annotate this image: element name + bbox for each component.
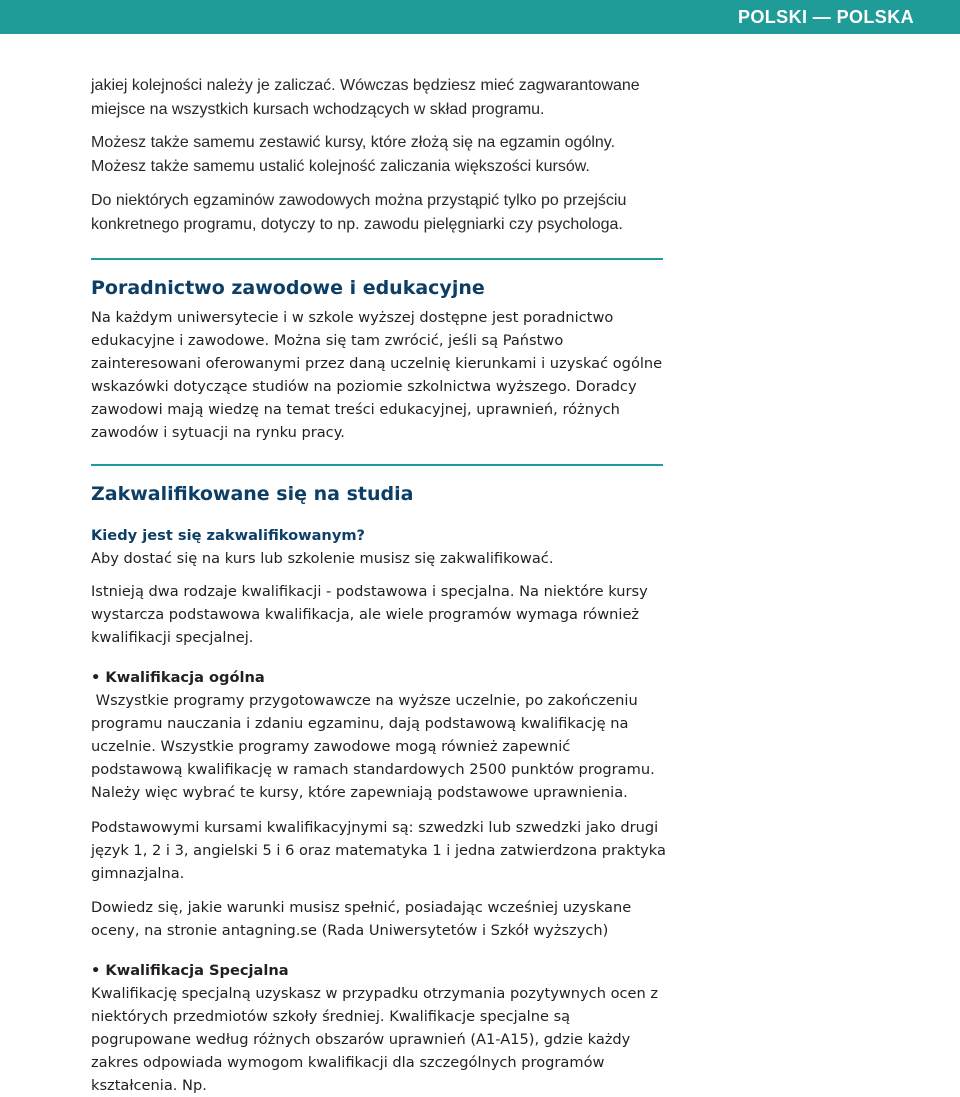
section-divider-1 [91, 258, 663, 260]
general-qualification-heading: • Kwalifikacja ogólna [91, 669, 265, 686]
header-title: POLSKI — POLSKA [737, 7, 914, 27]
basic-courses-paragraph: Podstawowymi kursami kwalifikacyjnymi są: szwedzki lub szwedzki jako drugi język 1, 2 i 3, angielski 5 i 6 oraz matematyka 1 i jedna zatwierdzona praktyka gimnazjalna. [91, 819, 666, 882]
page-content [91, 74, 666, 1097]
qualification-types-paragraph: Istnieją dwa rodzaje kwalifikacji - podstawowa i specjalna. Na niektóre kursy wystarcza podstawowa kwalifikacja, ale wiele programów wymaga również kwalifikacji specjalnej. [91, 583, 648, 646]
intro-paragraph-3: Do niektórych egzaminów zawodowych można przystąpić tylko po przejściu konkretnego programu, dotyczy to np. zawodu pielęgniarki czy psychologa. [91, 192, 627, 233]
qualified-question-heading: Kiedy jest się zakwalifikowanym? [91, 527, 366, 544]
general-qualification-paragraph: Wszystkie programy przygotowawcze na wyższe uczelnie, po zakończeniu programu nauczania i zdaniu egzaminu, dają podstawową kwalifikację na uczelnie. Wszystkie programy zawodowe mogą również zapewnić podstawową kwalifikację w ramach standardowych 2500 punktów programu. Należy więc wybrać te kursy, które zapewniają podstawowe uprawnienia. [91, 692, 660, 801]
header-bar [0, 0, 960, 34]
section-heading-career-guidance: Poradnictwo zawodowe i edukacyjne [91, 277, 485, 299]
career-guidance-paragraph: Na każdym uniwersytecie i w szkole wyższej dostępne jest poradnictwo edukacyjne i zawodowe. Można się tam zwrócić, jeśli są Państwo zainteresowani oferowanymi przez daną uczelnię kierunkami i uzyskać ogólne wskazówki dotyczące studiów na poziomie szkolnictwa wyższego. Doradcy zawodowi mają wiedzę na temat treści edukacyjnej, uprawnień, różnych zawodów i sytuacji na rynku pracy. [91, 309, 663, 441]
find-out-paragraph: Dowiedz się, jakie warunki musisz spełnić, posiadając wcześniej uzyskane oceny, na stronie antagning.se (Rada Uniwersytetów i Szkół wyższych) [91, 899, 632, 939]
intro-paragraph-2: Możesz także samemu zestawić kursy, które złożą się na egzamin ogólny. Możesz także samemu ustalić kolejność zaliczania większości kursów. [91, 134, 616, 175]
section-divider-2 [91, 464, 663, 466]
special-qualification-paragraph: Kwalifikację specjalną uzyskasz w przypadku otrzymania pozytywnych ocen z niektórych przedmiotów szkoły średniej. Kwalifikacje specjalne są pogrupowane według różnych obszarów uprawnień (A1-A15), gdzie każdy zakres odpowiada wymogom kwalifikacji dla szczególnych programów kształcenia. Np. [91, 985, 659, 1094]
special-qualification-heading: • Kwalifikacja Specjalna [91, 962, 289, 979]
intro-paragraph-1: jakiej kolejności należy je zaliczać. Wówczas będziesz mieć zagwarantowane miejsce na wszystkich kursach wchodzących w skład programu. [91, 77, 640, 118]
section-heading-qualified: Zakwalifikowane się na studia [91, 483, 414, 505]
qualified-answer: Aby dostać się na kurs lub szkolenie musisz się zakwalifikować. [91, 550, 554, 567]
